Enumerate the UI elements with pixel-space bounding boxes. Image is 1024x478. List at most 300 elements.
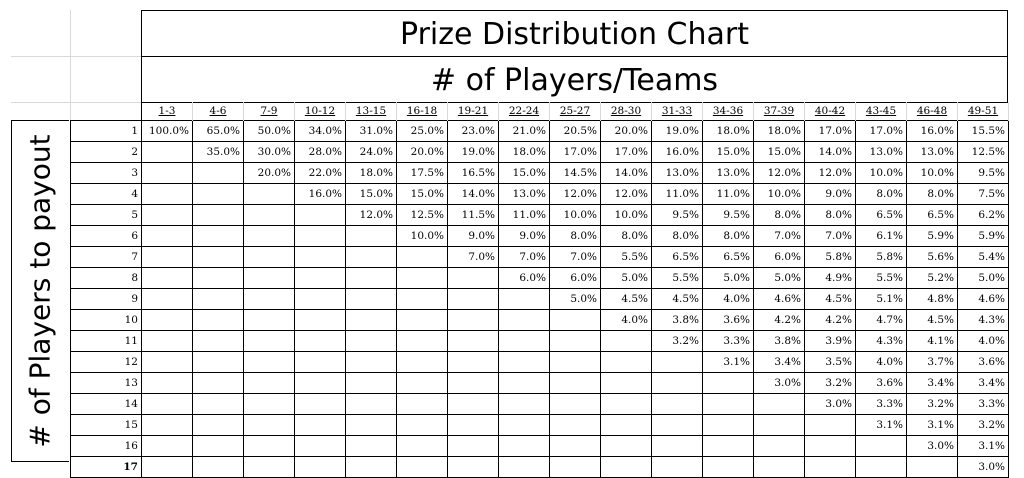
table-cell: 7.0% <box>550 247 601 268</box>
row-header: 11 <box>71 331 142 352</box>
table-cell <box>703 373 754 394</box>
table-cell <box>244 247 295 268</box>
table-cell <box>499 436 550 457</box>
table-cell: 8.0% <box>550 226 601 247</box>
table-cell: 4.6% <box>754 289 805 310</box>
table-row <box>71 247 1009 268</box>
table-cell <box>805 457 856 478</box>
table-cell: 12.0% <box>601 184 652 205</box>
table-cell: 13.0% <box>652 163 703 184</box>
column-header: 13-15 <box>346 103 397 121</box>
table-cell <box>652 436 703 457</box>
table-cell: 17.0% <box>550 142 601 163</box>
table-row <box>71 142 1009 163</box>
table-cell: 7.0% <box>499 247 550 268</box>
table-cell <box>907 457 958 478</box>
table-cell: 4.3% <box>856 331 907 352</box>
table-cell <box>193 352 244 373</box>
table-cell <box>397 247 448 268</box>
table-cell: 5.1% <box>856 289 907 310</box>
table-cell: 13.0% <box>907 142 958 163</box>
column-header: 16-18 <box>397 103 448 121</box>
table-cell: 20.0% <box>244 163 295 184</box>
table-cell: 5.0% <box>703 268 754 289</box>
table-cell <box>652 352 703 373</box>
table-cell: 15.0% <box>499 163 550 184</box>
table-cell <box>142 205 193 226</box>
table-cell: 12.0% <box>346 205 397 226</box>
column-header: 49-51 <box>958 103 1009 121</box>
table-cell: 25.0% <box>397 121 448 142</box>
table-cell: 3.4% <box>907 373 958 394</box>
table-cell: 5.5% <box>856 268 907 289</box>
table-cell: 8.0% <box>754 205 805 226</box>
table-cell <box>142 331 193 352</box>
table-cell: 4.9% <box>805 268 856 289</box>
table-cell: 31.0% <box>346 121 397 142</box>
table-cell <box>856 457 907 478</box>
table-cell <box>550 352 601 373</box>
table-cell: 18.0% <box>346 163 397 184</box>
table-cell: 6.5% <box>856 205 907 226</box>
table-cell: 10.0% <box>754 184 805 205</box>
row-header: 6 <box>71 226 142 247</box>
table-cell <box>346 268 397 289</box>
column-header: 40-42 <box>805 103 856 121</box>
table-cell: 30.0% <box>244 142 295 163</box>
table-cell: 3.0% <box>907 436 958 457</box>
table-cell: 12.5% <box>958 142 1009 163</box>
table-cell: 3.0% <box>805 394 856 415</box>
table-cell: 13.0% <box>499 184 550 205</box>
table-cell: 3.2% <box>907 394 958 415</box>
row-header: 17 <box>71 457 142 478</box>
table-cell <box>244 373 295 394</box>
row-header: 1 <box>71 121 142 142</box>
table-cell <box>397 331 448 352</box>
table-cell <box>244 352 295 373</box>
table-cell: 3.1% <box>907 415 958 436</box>
table-cell <box>397 289 448 310</box>
table-cell <box>193 268 244 289</box>
table-cell: 4.6% <box>958 289 1009 310</box>
table-cell <box>856 436 907 457</box>
table-cell: 5.4% <box>958 247 1009 268</box>
table-cell <box>652 457 703 478</box>
table-cell <box>703 457 754 478</box>
table-cell <box>550 394 601 415</box>
table-cell <box>295 226 346 247</box>
table-cell: 3.1% <box>703 352 754 373</box>
table-cell <box>244 226 295 247</box>
table-cell: 3.0% <box>754 373 805 394</box>
table-cell: 13.0% <box>703 163 754 184</box>
table-cell: 14.0% <box>805 142 856 163</box>
table-cell: 15.0% <box>703 142 754 163</box>
table-cell: 17.0% <box>805 121 856 142</box>
table-cell: 17.0% <box>601 142 652 163</box>
table-cell: 65.0% <box>193 121 244 142</box>
table-cell: 6.1% <box>856 226 907 247</box>
table-cell: 5.2% <box>907 268 958 289</box>
table-cell: 5.0% <box>601 268 652 289</box>
table-cell: 4.5% <box>652 289 703 310</box>
table-cell: 3.3% <box>958 394 1009 415</box>
row-header: 4 <box>71 184 142 205</box>
column-header: 28-30 <box>601 103 652 121</box>
table-cell <box>448 457 499 478</box>
title-divider <box>141 56 1008 57</box>
row-header: 9 <box>71 289 142 310</box>
table-cell <box>601 373 652 394</box>
table-cell: 3.2% <box>652 331 703 352</box>
table-cell: 11.0% <box>652 184 703 205</box>
table-cell: 6.2% <box>958 205 1009 226</box>
table-cell <box>601 352 652 373</box>
table-cell: 24.0% <box>346 142 397 163</box>
table-cell: 3.3% <box>856 394 907 415</box>
table-row <box>71 352 1009 373</box>
table-cell <box>703 394 754 415</box>
table-cell: 14.0% <box>448 184 499 205</box>
chart-title: Prize Distribution Chart <box>400 17 749 52</box>
table-cell <box>601 331 652 352</box>
table-cell: 10.0% <box>907 163 958 184</box>
chart-subtitle: # of Players/Teams <box>430 63 719 98</box>
table-cell <box>601 436 652 457</box>
table-cell: 8.0% <box>652 226 703 247</box>
table-cell <box>346 373 397 394</box>
table-cell <box>805 436 856 457</box>
table-cell: 10.0% <box>856 163 907 184</box>
table-cell: 13.0% <box>856 142 907 163</box>
table-cell: 5.8% <box>805 247 856 268</box>
table-cell: 4.0% <box>703 289 754 310</box>
table-cell <box>244 310 295 331</box>
table-cell: 9.0% <box>499 226 550 247</box>
table-cell: 21.0% <box>499 121 550 142</box>
column-header: 46-48 <box>907 103 958 121</box>
table-cell <box>754 415 805 436</box>
table-cell: 5.5% <box>601 247 652 268</box>
table-cell: 4.0% <box>856 352 907 373</box>
table-cell <box>601 394 652 415</box>
table-row <box>71 226 1009 247</box>
row-header: 12 <box>71 352 142 373</box>
table-cell: 6.5% <box>907 205 958 226</box>
table-cell: 5.5% <box>652 268 703 289</box>
table-cell: 4.2% <box>754 310 805 331</box>
table-cell <box>499 331 550 352</box>
table-cell: 5.8% <box>856 247 907 268</box>
header-row <box>71 103 1009 121</box>
table-cell: 7.5% <box>958 184 1009 205</box>
table-cell: 9.0% <box>805 184 856 205</box>
table-cell <box>193 394 244 415</box>
column-header: 1-3 <box>142 103 193 121</box>
table-cell <box>142 289 193 310</box>
row-header: 13 <box>71 373 142 394</box>
table-cell <box>142 394 193 415</box>
table-cell: 19.0% <box>448 142 499 163</box>
table-cell <box>499 394 550 415</box>
table-cell: 16.5% <box>448 163 499 184</box>
table-cell <box>346 436 397 457</box>
table-cell: 15.0% <box>397 184 448 205</box>
table-cell <box>193 310 244 331</box>
row-header: 5 <box>71 205 142 226</box>
table-cell: 4.5% <box>805 289 856 310</box>
table-cell <box>652 373 703 394</box>
table-cell <box>652 415 703 436</box>
table-cell: 4.8% <box>907 289 958 310</box>
table-cell <box>346 226 397 247</box>
table-row <box>71 310 1009 331</box>
table-cell <box>295 352 346 373</box>
table-cell <box>244 394 295 415</box>
table-cell <box>142 142 193 163</box>
table-cell <box>346 457 397 478</box>
table-row <box>71 121 1009 142</box>
table-cell <box>142 436 193 457</box>
table-cell: 12.0% <box>805 163 856 184</box>
table-row <box>71 436 1009 457</box>
table-cell <box>601 415 652 436</box>
table-cell <box>703 436 754 457</box>
table-cell: 3.0% <box>958 457 1009 478</box>
column-header: 19-21 <box>448 103 499 121</box>
table-cell <box>295 436 346 457</box>
table-cell: 6.0% <box>550 268 601 289</box>
table-cell: 6.0% <box>499 268 550 289</box>
table-row <box>71 205 1009 226</box>
row-header: 15 <box>71 415 142 436</box>
table-cell <box>193 436 244 457</box>
side-label: # of Players to payout <box>23 134 57 448</box>
table-cell <box>448 394 499 415</box>
table-cell <box>193 415 244 436</box>
table-cell <box>346 310 397 331</box>
table-cell <box>193 205 244 226</box>
table-cell <box>244 331 295 352</box>
prize-distribution-table <box>70 102 1009 478</box>
table-cell <box>193 184 244 205</box>
table-cell <box>601 457 652 478</box>
table-cell <box>652 394 703 415</box>
table-row <box>71 457 1009 478</box>
table-cell: 3.9% <box>805 331 856 352</box>
table-row <box>71 289 1009 310</box>
table-cell <box>244 289 295 310</box>
table-cell: 3.4% <box>754 352 805 373</box>
table-cell <box>397 457 448 478</box>
table-cell <box>703 415 754 436</box>
table-row <box>71 163 1009 184</box>
table-cell: 17.0% <box>856 121 907 142</box>
table-cell: 22.0% <box>295 163 346 184</box>
table-cell: 4.0% <box>958 331 1009 352</box>
table-cell <box>754 436 805 457</box>
row-header: 16 <box>71 436 142 457</box>
table-cell: 5.9% <box>907 226 958 247</box>
table-cell: 8.0% <box>856 184 907 205</box>
table-cell: 4.2% <box>805 310 856 331</box>
table-cell: 23.0% <box>448 121 499 142</box>
table-cell <box>142 226 193 247</box>
table-cell: 3.8% <box>652 310 703 331</box>
table-cell <box>244 184 295 205</box>
table-cell: 3.8% <box>754 331 805 352</box>
table-cell <box>142 163 193 184</box>
table-cell: 100.0% <box>142 121 193 142</box>
table-cell <box>295 205 346 226</box>
table-cell: 3.2% <box>805 373 856 394</box>
table-cell: 16.0% <box>295 184 346 205</box>
table-cell: 11.5% <box>448 205 499 226</box>
table-row <box>71 394 1009 415</box>
table-cell <box>142 310 193 331</box>
table-cell <box>448 310 499 331</box>
table-cell <box>397 268 448 289</box>
table-cell <box>754 394 805 415</box>
table-cell <box>142 184 193 205</box>
table-cell: 15.0% <box>346 184 397 205</box>
gridline <box>11 56 141 57</box>
table-cell: 4.0% <box>601 310 652 331</box>
column-header: 4-6 <box>193 103 244 121</box>
table-cell <box>193 163 244 184</box>
column-header: 25-27 <box>550 103 601 121</box>
table-cell: 8.0% <box>703 226 754 247</box>
table-cell <box>193 247 244 268</box>
table-cell <box>448 373 499 394</box>
table-cell: 9.0% <box>448 226 499 247</box>
table-cell <box>193 457 244 478</box>
table-cell <box>295 457 346 478</box>
table-cell <box>448 289 499 310</box>
table-cell: 3.6% <box>703 310 754 331</box>
table-cell: 34.0% <box>295 121 346 142</box>
table-cell: 11.0% <box>499 205 550 226</box>
table-cell <box>142 247 193 268</box>
table-cell <box>397 310 448 331</box>
column-header: 37-39 <box>754 103 805 121</box>
table-cell: 20.5% <box>550 121 601 142</box>
table-cell: 4.1% <box>907 331 958 352</box>
table-cell: 3.6% <box>958 352 1009 373</box>
table-cell: 6.0% <box>754 247 805 268</box>
table-cell <box>295 331 346 352</box>
table-cell: 19.0% <box>652 121 703 142</box>
table-cell <box>499 310 550 331</box>
table-cell: 14.5% <box>550 163 601 184</box>
table-cell <box>499 457 550 478</box>
table-cell <box>193 289 244 310</box>
table-cell: 20.0% <box>397 142 448 163</box>
table-cell: 15.0% <box>754 142 805 163</box>
row-header: 10 <box>71 310 142 331</box>
table-cell <box>448 415 499 436</box>
table-cell <box>397 394 448 415</box>
table-cell: 12.0% <box>550 184 601 205</box>
table-cell <box>142 352 193 373</box>
table-cell <box>397 436 448 457</box>
table-cell: 7.0% <box>805 226 856 247</box>
table-cell <box>295 373 346 394</box>
table-cell <box>499 289 550 310</box>
table-cell <box>346 247 397 268</box>
table-cell: 3.2% <box>958 415 1009 436</box>
table-cell: 10.0% <box>550 205 601 226</box>
table-cell <box>193 226 244 247</box>
table-cell: 5.9% <box>958 226 1009 247</box>
table-cell: 5.0% <box>550 289 601 310</box>
table-cell <box>346 331 397 352</box>
table-cell <box>142 373 193 394</box>
table-cell <box>244 205 295 226</box>
table-cell: 9.5% <box>703 205 754 226</box>
table-cell: 18.0% <box>499 142 550 163</box>
table-cell <box>346 352 397 373</box>
column-header: 43-45 <box>856 103 907 121</box>
table-cell <box>295 289 346 310</box>
column-header: 10-12 <box>295 103 346 121</box>
table-cell <box>550 310 601 331</box>
table-cell: 4.5% <box>907 310 958 331</box>
table-cell: 10.0% <box>397 226 448 247</box>
table-cell <box>346 415 397 436</box>
table-cell <box>448 331 499 352</box>
table-cell <box>448 352 499 373</box>
table-cell: 9.5% <box>652 205 703 226</box>
table-cell <box>193 373 244 394</box>
table-cell <box>295 415 346 436</box>
table-cell: 6.5% <box>703 247 754 268</box>
table-cell: 7.0% <box>754 226 805 247</box>
table-cell <box>397 415 448 436</box>
table-cell: 3.7% <box>907 352 958 373</box>
table-row <box>71 373 1009 394</box>
table-cell: 3.1% <box>856 415 907 436</box>
table-cell: 17.5% <box>397 163 448 184</box>
table-cell: 8.0% <box>805 205 856 226</box>
table-cell: 20.0% <box>601 121 652 142</box>
table-cell <box>346 394 397 415</box>
table-cell: 5.0% <box>754 268 805 289</box>
table-cell: 3.5% <box>805 352 856 373</box>
table-cell <box>550 436 601 457</box>
table-cell: 4.3% <box>958 310 1009 331</box>
table-cell: 28.0% <box>295 142 346 163</box>
row-header: 8 <box>71 268 142 289</box>
table-cell <box>142 457 193 478</box>
table-cell: 11.0% <box>703 184 754 205</box>
column-header: 22-24 <box>499 103 550 121</box>
table-cell <box>448 268 499 289</box>
table-cell: 15.5% <box>958 121 1009 142</box>
table-cell <box>295 394 346 415</box>
row-header: 2 <box>71 142 142 163</box>
table-cell: 5.0% <box>958 268 1009 289</box>
table-cell <box>244 436 295 457</box>
table-cell <box>193 331 244 352</box>
table-cell: 8.0% <box>907 184 958 205</box>
table-cell <box>346 289 397 310</box>
table-cell: 12.5% <box>397 205 448 226</box>
column-header: 34-36 <box>703 103 754 121</box>
table-cell: 3.4% <box>958 373 1009 394</box>
table-cell <box>397 373 448 394</box>
